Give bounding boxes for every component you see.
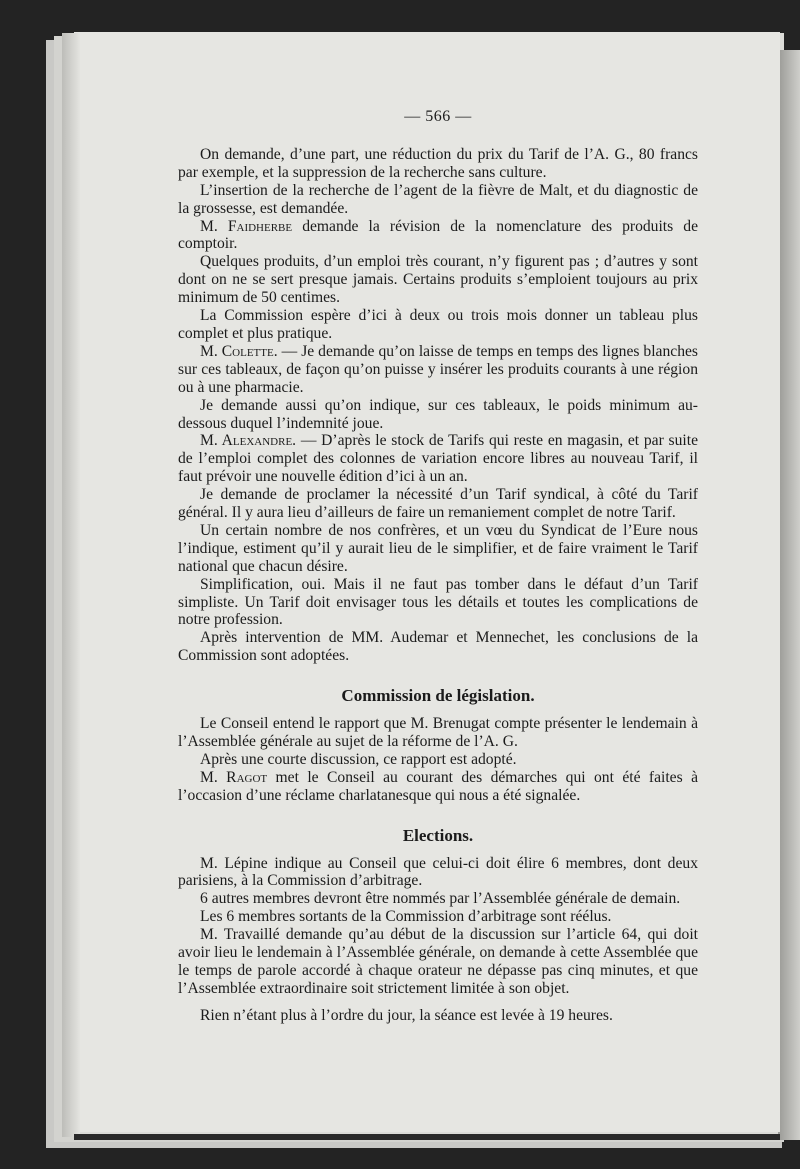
- paragraph-text: — D’après le stock de Tarifs qui reste en magasin, et par suite de l’emploi complet des colonnes de variation encore libres au nouveau Tarif, il faut prévoir une nouvelle édition d’ici à un an.: [178, 432, 698, 486]
- page-number: — 566 —: [404, 108, 472, 125]
- paragraph: [178, 343, 698, 397]
- paragraph-text: On demande, d’une part, une réduction du prix du Tarif de l’A. G., 80 francs par exemple, et la suppression de la recherche sans culture.: [178, 145, 698, 181]
- body-text-block-3: [178, 855, 698, 1025]
- section-heading: Commission de législation.: [341, 686, 535, 706]
- paragraph-text: Je demande de proclamer la nécessité d’un Tarif syndical, à côté du Tarif général. Il y aura lieu d’ailleurs de faire un remaniement complet de notre Tarif.: [178, 486, 698, 522]
- paragraph-text: Après une courte discussion, ce rapport est adopté.: [200, 750, 517, 768]
- paragraph-text: Simplification, oui. Mais il ne faut pas tomber dans le défaut d’un Tarif simpliste. Un Tarif doit envisager tous les détails et toutes les complications de notre profession.: [178, 575, 698, 629]
- spine-shadow: [62, 33, 80, 1137]
- paragraph-text: — Je demande qu’on laisse de temps en temps des lignes blanches sur ces tableaux, de façon qu’on puisse y insérer les produits courants à une région ou à une pharmacie.: [178, 342, 698, 396]
- paragraph-text: M. Lépine indique au Conseil que celui-ci doit élire 6 membres, dont deux parisiens, à la Commission d’arbitrage.: [178, 854, 698, 890]
- speaker-name: M. Colette.: [200, 342, 278, 360]
- paragraph: [178, 522, 698, 576]
- paragraph-text: Je demande aussi qu’on indique, sur ces tableaux, le poids minimum au-dessous duquel l’indemnité joue.: [178, 396, 698, 432]
- paragraph-text: met le Conseil au courant des démarches qui ont été faites à l’occasion d’une réclame charlatanesque qui nous a été signalée.: [178, 768, 699, 804]
- paragraph-text: demande la révision de la nomenclature des produits de comptoir.: [178, 217, 698, 253]
- paragraph: [178, 890, 698, 908]
- paragraph: [178, 182, 698, 218]
- paragraph: [178, 1007, 698, 1025]
- paragraph-text: La Commission espère d’ici à deux ou trois mois donner un tableau plus complet et plus pratique.: [178, 307, 698, 342]
- paragraph: [178, 432, 698, 486]
- paragraph: [178, 397, 698, 433]
- paragraph-text: 6 autres membres devront être nommés par l’Assemblée générale de demain.: [200, 890, 681, 908]
- paragraph: [178, 576, 698, 630]
- paragraph-text: Après intervention de MM. Audemar et Mennechet, les conclusions de la Commission sont adoptées.: [178, 629, 698, 665]
- paragraph-text: M. Travaillé demande qu’au début de la discussion sur l’article 64, qui doit avoir lieu le lendemain à l’Assemblée générale, on demande à cette Assemblée que le temps de parole accordé à chaque orateur ne dépasse pas cinq minutes, et que l’Assemblée extraordinaire soit strictement limitée à son objet.: [178, 926, 698, 997]
- paragraph-text: L’insertion de la recherche de l’agent de la fièvre de Malt, et du diagnostic de la grossesse, est demandée.: [178, 181, 698, 217]
- section-heading: Elections.: [402, 825, 474, 845]
- paragraph: [178, 769, 698, 805]
- paragraph-text: Quelques produits, d’un emploi très courant, n’y figurent pas ; d’autres y sont dont on ne se sert presque jamais. Certains produits s’emploient toujours au prix minimum de 50 centimes.: [178, 253, 698, 307]
- speaker-name: M. Faidherbe: [200, 217, 293, 235]
- body-text-block-1: [178, 146, 698, 665]
- scan-bottom-border: [74, 1134, 780, 1140]
- paragraph: [178, 486, 698, 522]
- paragraph: [178, 926, 698, 998]
- speaker-name: M. Alexandre.: [200, 432, 297, 450]
- paragraph-text: Rien n’étant plus à l’ordre du jour, la séance est levée à 19 heures.: [200, 1006, 613, 1024]
- page-content: [178, 108, 698, 1025]
- paragraph: [178, 751, 698, 769]
- paragraph-text: Le Conseil entend le rapport que M. Brenugat compte présenter le lendemain à l’Assemblée générale au sujet de la réforme de l’A. G.: [178, 715, 698, 750]
- body-text-block-2: [178, 715, 698, 805]
- paragraph: [178, 908, 698, 926]
- paragraph: [178, 253, 698, 307]
- paragraph: [178, 218, 698, 254]
- paragraph: [178, 629, 698, 665]
- paragraph-text: Les 6 membres sortants de la Commission d’arbitrage sont réélus.: [200, 908, 612, 926]
- paragraph: [178, 307, 698, 343]
- paragraph-text: Un certain nombre de nos confrères, et un vœu du Syndicat de l’Eure nous l’indique, estiment qu’il y aurait lieu de le simplifier, et de faire vraiment le Tarif national que chacun désire.: [178, 521, 698, 575]
- paragraph: [178, 715, 698, 751]
- paragraph: [178, 855, 698, 891]
- paragraph: [178, 146, 698, 182]
- speaker-name: M. Ragot: [200, 768, 268, 786]
- facing-page-edge: [778, 50, 800, 1140]
